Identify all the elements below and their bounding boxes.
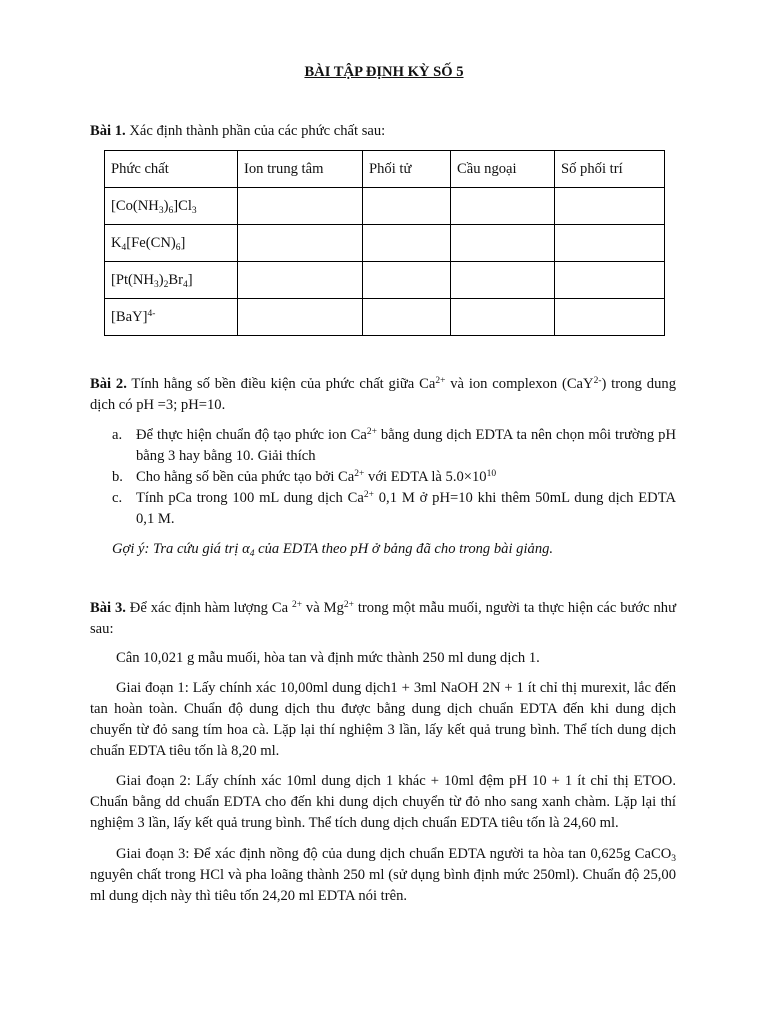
list-marker: a. — [112, 427, 123, 443]
table-row — [105, 188, 665, 225]
complex-formula: $[Pt(NH_3)_2Br_4]$ — [105, 262, 238, 299]
table-cell-empty — [451, 262, 555, 299]
table-header-cell: Cầu ngoại — [451, 151, 555, 188]
table-cell-empty — [451, 299, 555, 336]
bai1-prompt — [90, 121, 676, 142]
list-item-c: c. Tính pCa trong 100 mL dung dịch $Ca^{2+}$ 0,1 M ở pH=10 khi thêm 50mL dung dịch EDTA 0,1 M. — [112, 490, 676, 527]
bai1-text: Xác định thành phần của các phức chất sau: — [125, 123, 386, 139]
bai3-stage-1: Giai đoạn 1: Lấy chính xác 10,00ml dung dịch1 + 3ml NaOH 2N + 1 ít chỉ thị murexit, lắc đến tan hoàn toàn. Chuẩn độ dung dịch thu được bằng dung dịch chuẩn EDTA đến khi dung dịch chuyển từ đỏ sang tím hoa cà. Lặp lại thí nghiệm 3 lần, lấy kết quả trung bình. Thể tích dung dịch chuẩn EDTA tiêu tốn là 8,20 ml. — [90, 680, 676, 759]
bai3-step-weigh: Cân 10,021 g mẫu muối, hòa tan và định mức thành 250 ml dung dịch 1. — [116, 650, 540, 666]
list-marker: b. — [112, 469, 123, 485]
table-header-cell: Phối tử — [363, 151, 451, 188]
table-cell-empty — [451, 188, 555, 225]
complex-formula: $[Co(NH_3)_6]Cl_3$ — [105, 188, 238, 225]
table-cell-empty — [238, 262, 363, 299]
table-header-cell: Số phối trí — [555, 151, 665, 188]
bai2-label: Bài 2. — [90, 376, 127, 392]
table-header-cell: Ion trung tâm — [238, 151, 363, 188]
bai3-stage-2: Giai đoạn 2: Lấy chính xác 10ml dung dịch 1 khác + 10ml đệm pH 10 + 1 ít chỉ thị ETOO. Chuẩn bằng dd chuẩn EDTA cho đến khi dung dịch chuyển từ đỏ nho sang xanh chàm. Lặp lại thí nghiệm 3 lần, lấy kết quả trung bình. Thể tích dung dịch chuẩn EDTA tiêu tốn là 24,60 ml. — [90, 773, 676, 831]
bai2-prompt: Bài 2. Tính hằng số bền điều kiện của phức chất giữa $Ca^{2+}$ và ion complexon (CaY$^{2-}$) trong dung dịch có pH =3; pH=10. — [90, 376, 676, 413]
bai3-stage-3: Giai đoạn 3: Để xác định nồng độ của dung dịch chuẩn EDTA người ta hòa tan 0,625g CaCO$_3$ nguyên chất trong HCl và pha loãng thành 250 ml (sử dụng bình định mức 250ml). Chuẩn độ 25,00 ml dung dịch này thì tiêu tốn 24,20 ml EDTA nói trên. — [90, 846, 676, 904]
table-cell-empty — [555, 262, 665, 299]
bai1-label: Bài 1. — [90, 123, 126, 139]
table-cell-empty — [238, 225, 363, 262]
table-cell-empty — [555, 225, 665, 262]
list-item-a: a. Để thực hiện chuẩn độ tạo phức ion $Ca^{2+}$ bằng dung dịch EDTA ta nên chọn môi trường pH bằng 3 hay bằng 10. Giải thích — [112, 427, 676, 464]
table-cell-empty — [363, 188, 451, 225]
table-header-cell: Phức chất — [105, 151, 238, 188]
list-item-b: b. Cho hằng số bền của phức tạo bởi $Ca^{2+}$ với EDTA là $5.0\times 10^{10}$ — [112, 467, 676, 488]
table-cell-empty — [363, 262, 451, 299]
table-row — [105, 299, 665, 336]
complex-formula: $K_4[Fe(CN)_6]$ — [105, 225, 238, 262]
table-cell-empty — [555, 299, 665, 336]
table-cell-empty — [451, 225, 555, 262]
table-cell-empty — [238, 188, 363, 225]
bai3-label: Bài 3. — [90, 600, 126, 616]
bai3-prompt: Bài 3. Để xác định hàm lượng Ca $^{2+}$ và $Mg^{2+}$ trong một mẫu muối, người ta thực hiện các bước như sau: — [90, 600, 676, 637]
table-cell-empty — [238, 299, 363, 336]
table-row — [105, 225, 665, 262]
table-cell-empty — [363, 225, 451, 262]
complex-formula: [BaY]$^{4-}$ — [105, 299, 238, 336]
table-row — [105, 262, 665, 299]
table-header-row — [105, 151, 665, 188]
table-cell-empty — [555, 188, 665, 225]
complex-table — [104, 150, 665, 336]
table-cell-empty — [363, 299, 451, 336]
list-marker: c. — [112, 490, 123, 506]
bai2-hint: Gợi ý: Tra cứu giá trị $\alpha_4$ của EDTA theo pH ở bảng đã cho trong bài giảng. — [112, 541, 554, 559]
document-title: BÀI TẬP ĐỊNH KỲ SỐ 5 — [304, 64, 464, 80]
